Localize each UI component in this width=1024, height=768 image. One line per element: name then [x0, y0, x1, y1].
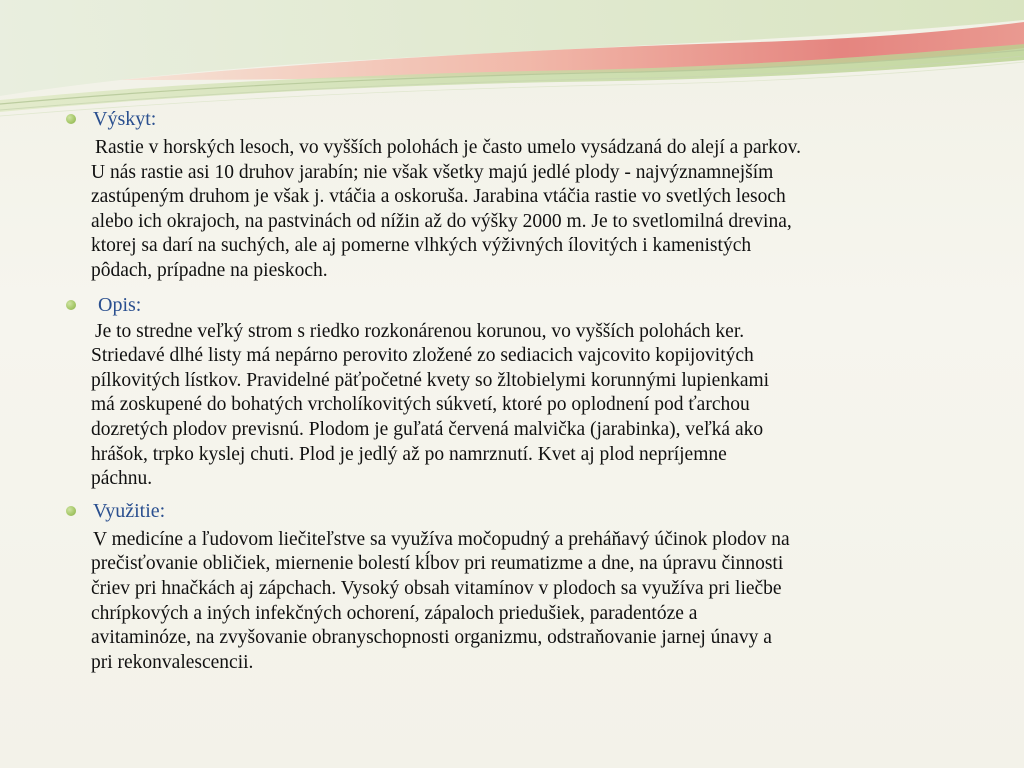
paragraph-line: Je to stredne veľký strom s riedko rozkonárenou korunou, vo vyšších polohách ker.: [95, 320, 745, 342]
paragraph-line: Rastie v horských lesoch, vo vyšších polohách je často umelo vysádzaná do alejí a parkov.: [95, 137, 801, 158]
bullet-dot-icon: [66, 114, 76, 124]
section-heading: Využitie:: [93, 499, 166, 522]
section-heading-row: [66, 104, 966, 134]
paragraph-line: ktorej sa darí na suchých, ale aj pomerne vlhkých výživných ílovitých i kamenistých: [91, 235, 752, 257]
paragraph-line: chrípkových a iných infekčných ochorení, zápaloch priedušiek, paradentóze a: [91, 602, 698, 624]
paragraph-line: alebo ich okrajoch, na pastvinách od nížin až do výšky 2000 m. Je to svetlomilná drevina,: [91, 210, 792, 232]
paragraph-line: zastúpeným druhom je však j. vtáčia a oskoruša. Jarabina vtáčia rastie vo svetlých lesoch: [91, 186, 786, 208]
paragraph-line: avitaminóze, na zvyšovanie obranyschopnosti organizmu, odstraňovanie jarnej únavy a: [91, 627, 772, 649]
paragraph-line: V medicíne a ľudovom liečiteľstve sa využíva močopudný a preháňavý účinok plodov na: [93, 528, 790, 550]
paragraph-line: U nás rastie asi 10 druhov jarabín; nie však všetky majú jedlé plody - najvýznamnejším: [91, 161, 774, 183]
paragraph-line: pôdach, prípadne na pieskoch.: [91, 259, 328, 281]
paragraph-line: páchnu.: [91, 468, 153, 490]
paragraph-line: pri rekonvalescencii.: [91, 651, 254, 673]
section-heading-row: [66, 290, 966, 320]
bullet-dot-icon: [66, 506, 76, 516]
paragraph-line: dozretých plodov previsnú. Plodom je guľatá červená malvička (jarabinka), veľká ako: [91, 418, 764, 440]
section-paragraph: [93, 320, 966, 492]
paragraph-line: pílkovitých lístkov. Pravidelné päťpočetné kvety so žltobielymi korunnými lupienkami: [91, 369, 770, 391]
paragraph-line: má zoskupené do bohatých vrcholíkovitých súkvetí, ktoré po oplodnení pod ťarchou: [91, 394, 750, 416]
section-paragraph: [93, 136, 966, 284]
paragraph-line: čriev pri hnačkách aj zápchach. Vysoký obsah vitamínov v plodoch sa využíva pri liečbe: [91, 577, 782, 599]
bullet-dot-icon: [66, 300, 76, 310]
section-heading: Výskyt:: [93, 108, 157, 130]
section-heading: Opis:: [98, 293, 142, 316]
section-paragraph: [93, 528, 966, 676]
slide-content: [66, 104, 966, 675]
paragraph-line: hrášok, trpko kyslej chuti. Plod je jedlý až po namrznutí. Kvet aj plod nepríjemne: [91, 443, 727, 465]
paragraph-line: prečisťovanie obličiek, miernenie bolestí kĺbov pri reumatizme a dne, na úpravu činnosti: [91, 553, 784, 575]
section-heading-row: [66, 496, 966, 526]
paragraph-line: Striedavé dlhé listy má nepárno perovito zložené zo sediacich vajcovito kopijovitých: [91, 345, 754, 367]
